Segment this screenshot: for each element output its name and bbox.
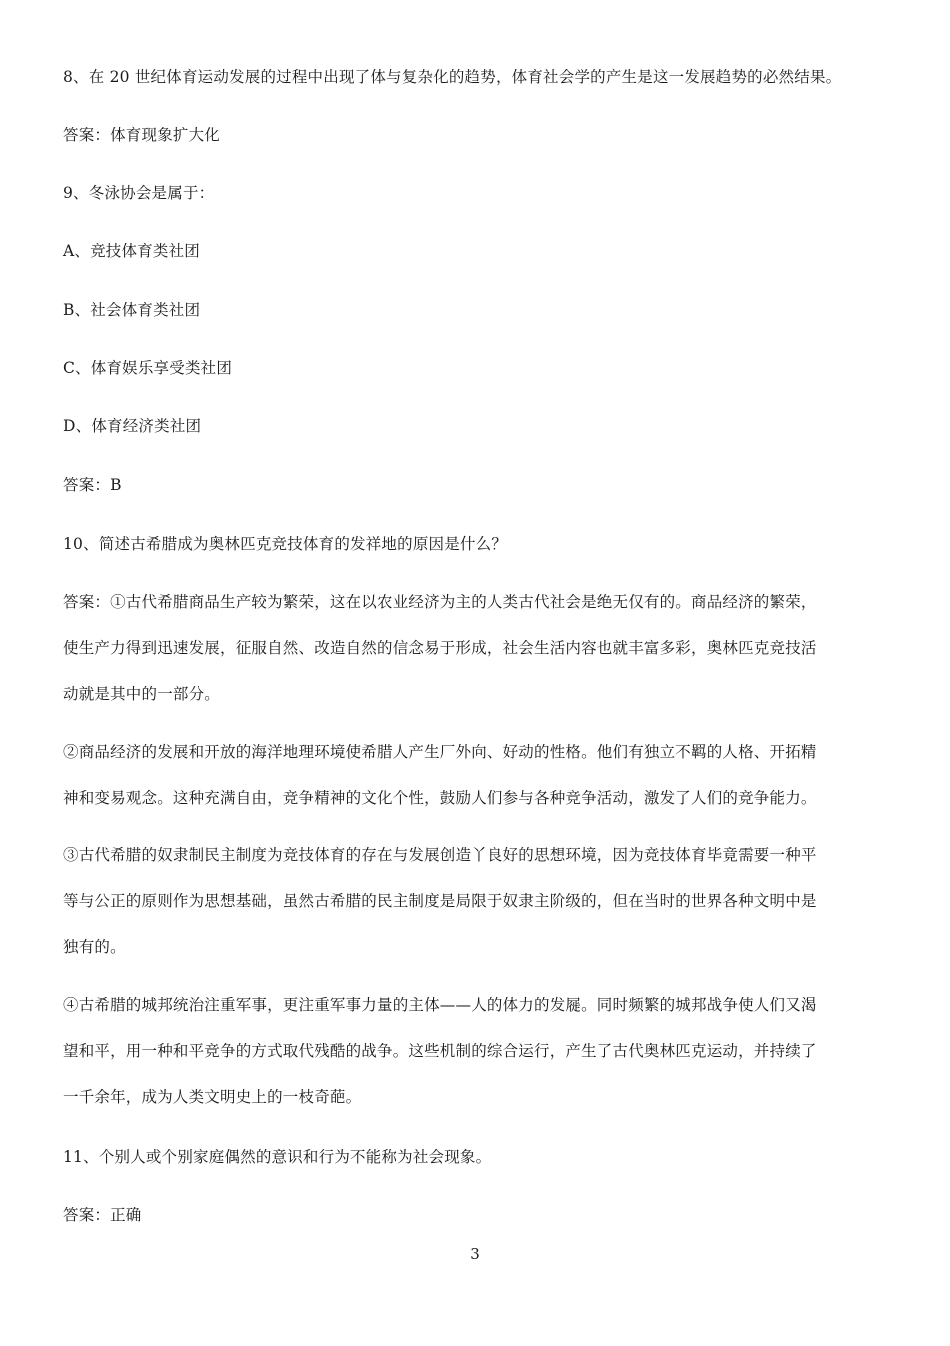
- question-11-text: 11、个别人或个别家庭偶然的意识和行为不能称为社会现象。: [63, 1148, 492, 1166]
- question-10-answer-line-2: 使生产力得到迅速发展，征服自然、改造自然的信念易于形成，社会生活内容也就丰富多彩，奥林匹克竞技活: [63, 639, 817, 657]
- question-10-answer-line-1: 答案：①古代希腊商品生产较为繁荣，这在以农业经济为主的人类古代社会是绝无仅有的。商品经济的繁荣，: [63, 593, 817, 611]
- page-number: 3: [470, 1245, 480, 1263]
- question-10-point-2-line-2: 神和变易观念。这种充满自由，竞争精神的文化个性，鼓励人们参与各种竞争活动，激发了人们的竞争能力。: [63, 789, 817, 807]
- question-9-option-a: A、竞技体育类社团: [63, 242, 200, 260]
- question-10-text: 10、简述古希腊成为奥林匹克竞技体育的发祥地的原因是什么？: [63, 535, 508, 553]
- question-10-point-2-line-1: ②商品经济的发展和开放的海洋地理环境使希腊人产生厂外向、好动的性格。他们有独立不羁的人格、开拓精: [63, 743, 817, 761]
- question-8-text: 8、在 20 世纪体育运动发展的过程中出现了体与复杂化的趋势，体育社会学的产生是这一发展趋势的必然结果。: [63, 68, 842, 86]
- question-9-answer: 答案：B: [63, 476, 122, 494]
- question-10-point-4-line-1: ④古希腊的城邦统治注重军事，更注重军事力量的主体——人的体力的发屣。同时频繁的城邦战争使人们又渴: [63, 996, 817, 1014]
- question-10-point-4-line-3: 一千余年，成为人类文明史上的一枝奇葩。: [63, 1088, 362, 1106]
- question-9-option-d: D、体育经济类社团: [63, 417, 202, 435]
- question-9-option-c: C、体育娱乐享受类社团: [63, 359, 233, 377]
- question-9-text: 9、冬泳协会是属于：: [63, 184, 215, 202]
- question-10-point-3-line-2: 等与公正的原则作为思想基础，虽然古希腊的民主制度是局限于奴隶主阶级的，但在当时的世界各种文明中是: [63, 892, 817, 910]
- question-9-option-b: B、社会体育类社团: [63, 301, 201, 319]
- question-10-answer-line-3: 动就是其中的一部分。: [63, 685, 221, 703]
- question-10-point-3-line-1: ③古代希腊的奴隶制民主制度为竞技体育的存在与发展创造丫良好的思想环境，因为竞技体育毕竟需要一种平: [63, 846, 817, 864]
- question-8-answer: 答案：体育现象扩大化: [63, 126, 221, 144]
- question-10-point-3-line-3: 独有的。: [63, 938, 126, 956]
- question-11-answer: 答案：正确: [63, 1206, 142, 1224]
- question-10-point-4-line-2: 望和平，用一种和平竞争的方式取代残酷的战争。这些机制的综合运行，产生了古代奥林匹克运动，并持续了: [63, 1042, 817, 1060]
